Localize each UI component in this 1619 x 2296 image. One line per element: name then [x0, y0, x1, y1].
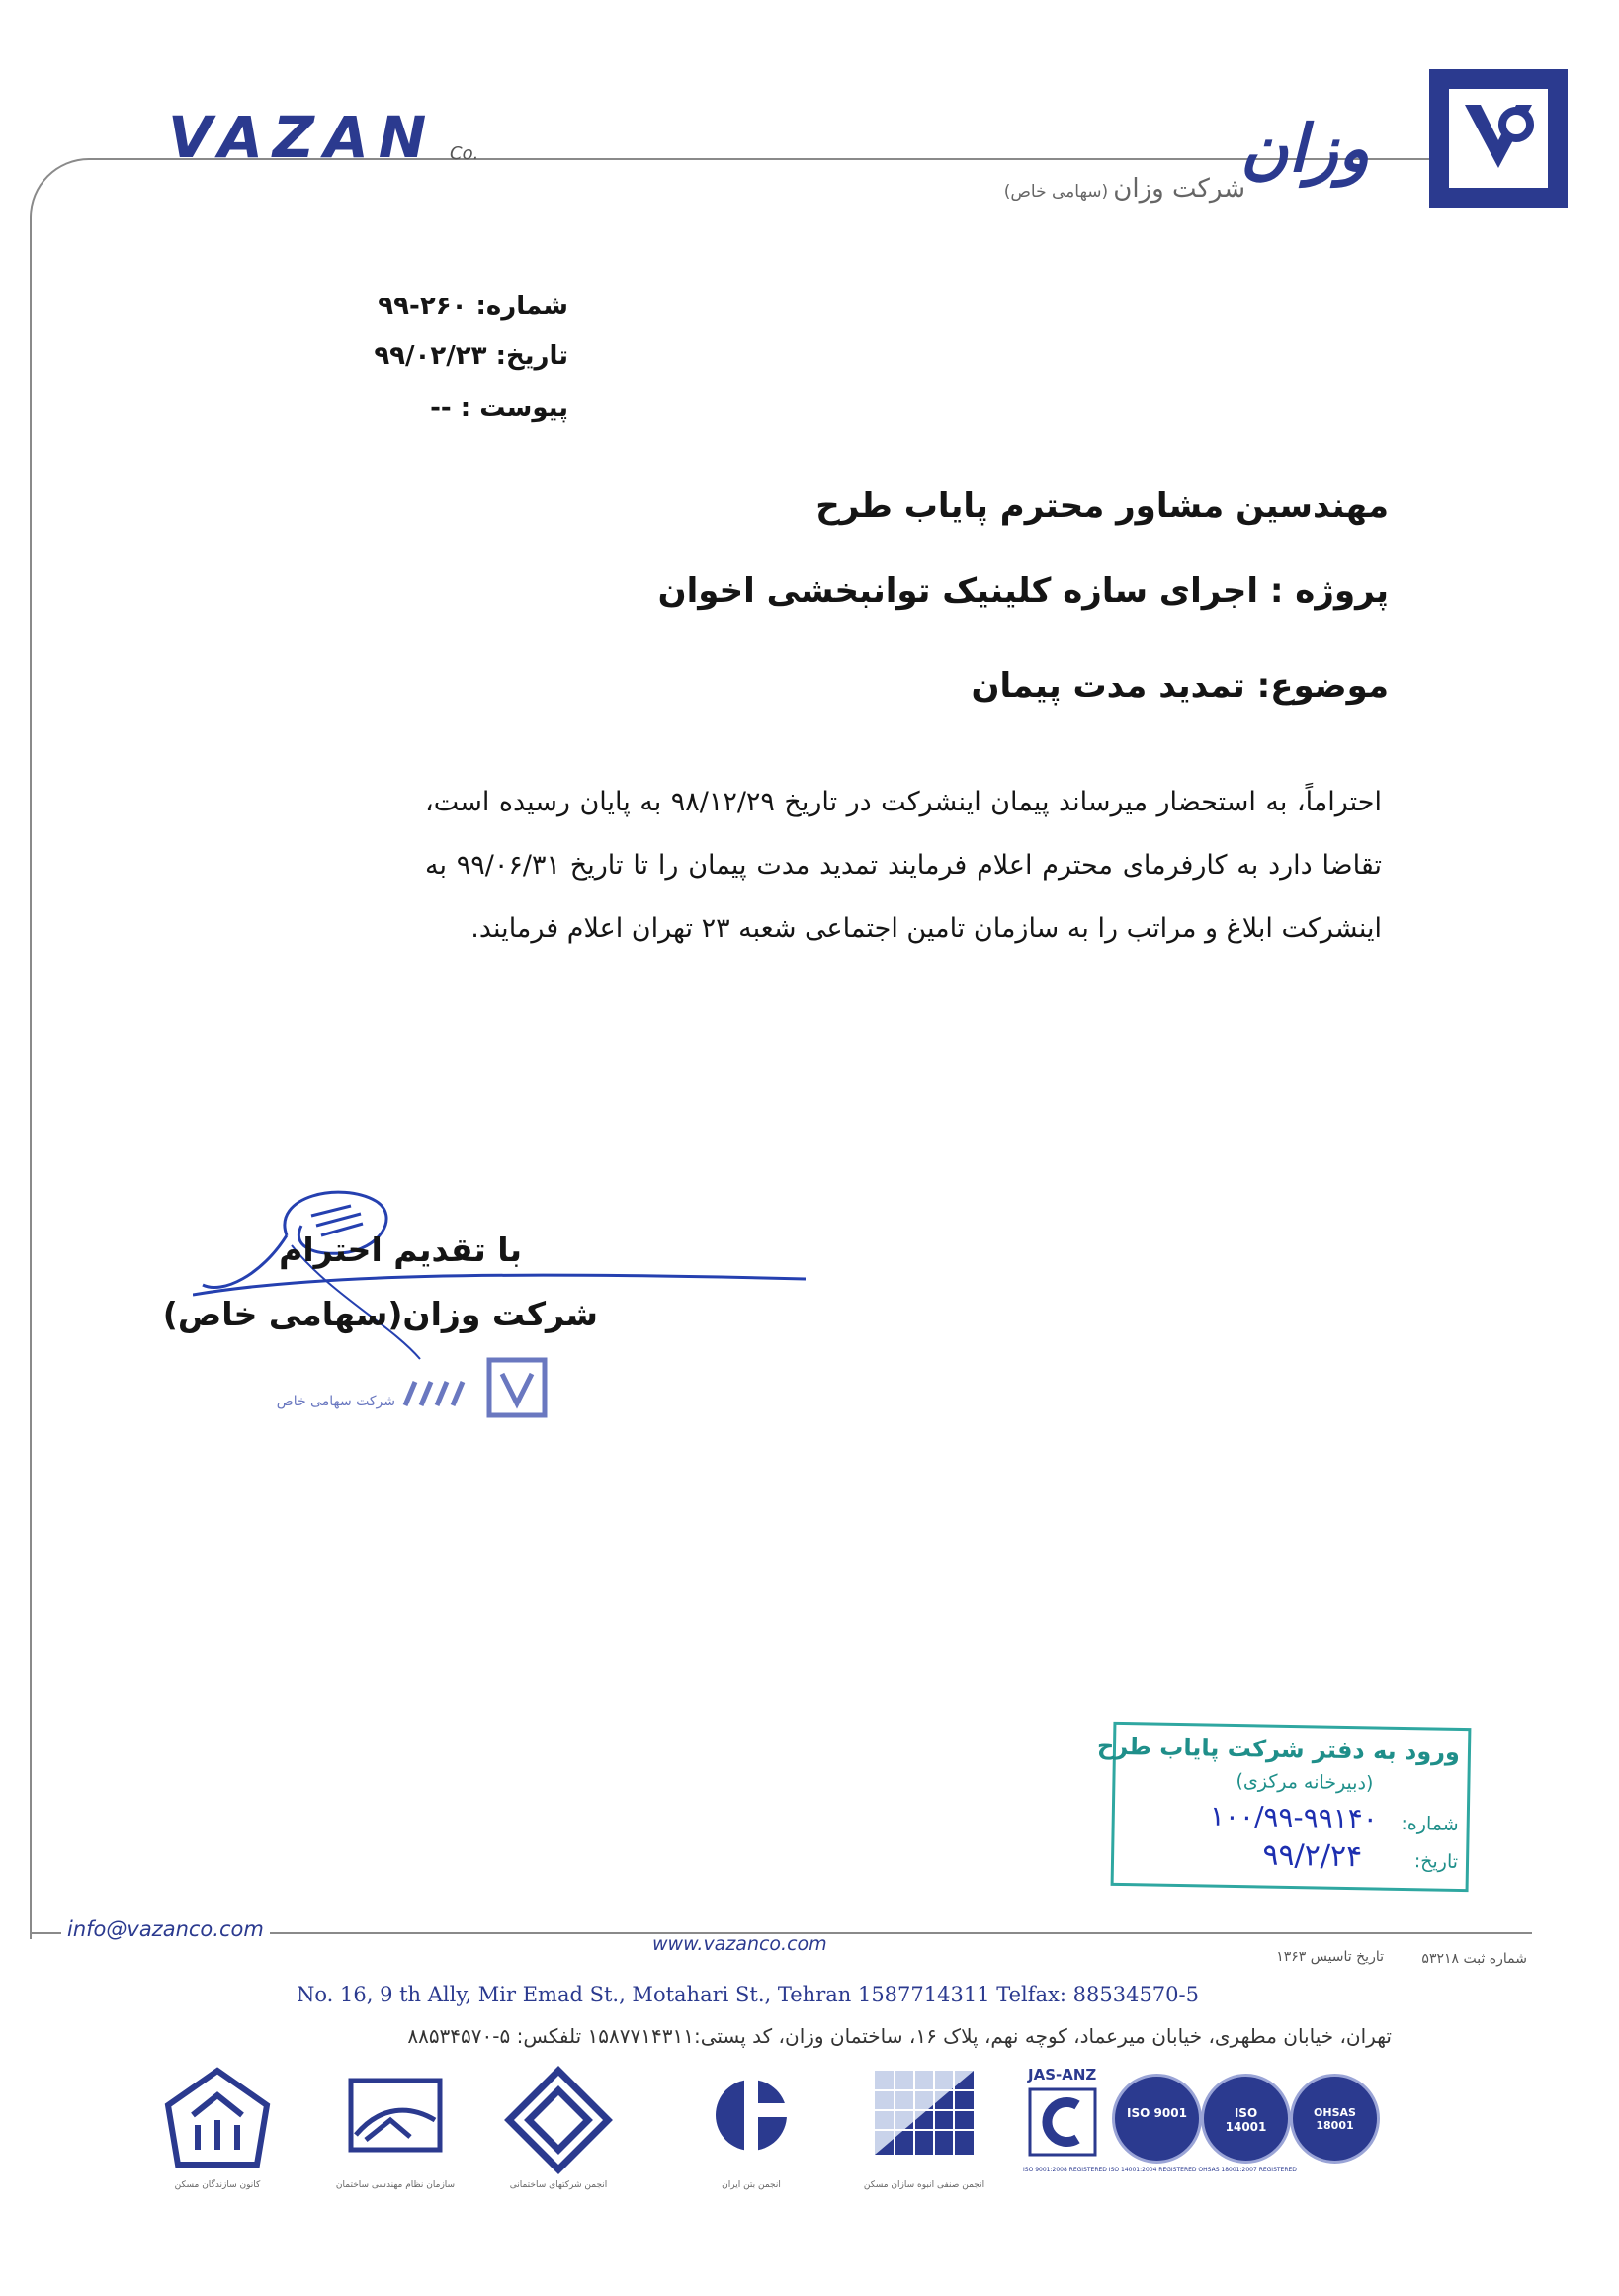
number-value: ۲۶۰-۹۹ [378, 292, 468, 321]
number-label: شماره: [475, 292, 568, 321]
stamp-number-value: ۱۰۰/۹۹-۹۹۱۴۰ [1209, 1799, 1379, 1835]
letter-body: احتراماً، به استحضار میرساند پیمان اینشرکت در تاریخ ۹۸/۱۲/۲۹ به پایان رسیده است، تقاضا دارد به کارفرمای محترم اعلام فرمایند تمدید مدت پیمان را تا تاریخ ۹۹/۰۶/۳۱ به اینشرکت ابلاغ و مراتب را به سازمان تامین اجتماعی شعبه ۲۳ تهران اعلام فرمایند. [425, 787, 1383, 944]
receipt-stamp [1096, 1722, 1472, 1892]
construction-companies-logo-icon [504, 2066, 613, 2174]
stamp-subtitle: (دبیرخانه مرکزی) [1236, 1770, 1374, 1795]
company-seal-icon [267, 1354, 554, 1423]
latin-logo-suffix: Co. [450, 143, 479, 164]
concrete-institute-logo-icon [697, 2066, 806, 2174]
persian-logo: وزان [1240, 111, 1370, 187]
latin-logo [168, 104, 436, 171]
ohsas-seal-icon [1290, 2074, 1380, 2164]
reference-attachment [395, 393, 568, 423]
stamp-number-label: شماره: [1401, 1812, 1459, 1835]
engineering-org-logo-icon [341, 2066, 450, 2174]
assoc-caption-5: کانون سازندگان مسکن [174, 2180, 261, 2190]
project-line: پروژه : اجرای سازه کلینیک توانبخشی اخوان [657, 571, 1389, 611]
housing-association-logo-icon [163, 2066, 272, 2174]
company-name-header [949, 174, 1245, 204]
footer-registration: شماره ثبت ۵۳۲۱۸ [1421, 1951, 1527, 1967]
company-type: (سهامی خاص) [1003, 182, 1109, 202]
assoc-caption-2: انجمن بتن ایران [722, 2180, 781, 2190]
signature-mark-icon [162, 1176, 806, 1374]
footer-founded: تاریخ تاسیس ۱۳۶۳ [1276, 1949, 1384, 1965]
certification-panel [1023, 2066, 1374, 2184]
stamp-title: ورود به دفتر شرکت پایاب طرح [1096, 1732, 1461, 1766]
ohsas-label: OHSAS 18001 [1314, 2106, 1356, 2132]
assoc-caption-3: انجمن شرکتهای ساختمانی [509, 2180, 608, 2190]
iso-9001-label: ISO 9001 [1127, 2106, 1187, 2120]
stamp-date-label: تاریخ: [1413, 1850, 1459, 1873]
latin-logo-text: VAZAN [168, 104, 437, 171]
footer-address-en: No. 16, 9 th Ally, Mir Emad St., Motahari St., Tehran 1587714311 Telfax: 88534570-5 [297, 1983, 1199, 2006]
footer-email[interactable]: info@vazanco.com [61, 1917, 270, 1941]
seal-caption: شرکت سهامی خاص [276, 1394, 395, 1409]
recipient-line: مهندسین مشاور محترم پایاب طرح [815, 486, 1389, 526]
signatory-line: شرکت وزان(سهامی خاص) [162, 1295, 598, 1333]
footer-address-fa: تهران، خیابان مطهری، خیابان میرعماد، کوچه نهم، پلاک ۱۶، ساختمان وزان، کد پستی:۱۵۸۷۷۱۴۳۱۱ تلفکس: ۵-۸۸۵۳۴۵۷۰ [407, 2024, 1392, 2048]
mass-builders-logo-icon [870, 2066, 979, 2174]
iso-9001-seal-icon [1112, 2074, 1202, 2164]
brand-emblem-icon [1425, 65, 1572, 212]
stamp-date-value: ۹۹/۲/۲۴ [1262, 1837, 1363, 1875]
letterhead-frame [30, 158, 1534, 1939]
iso-14001-seal-icon [1201, 2074, 1291, 2164]
reference-date [356, 341, 568, 371]
date-value: ۹۹/۰۲/۲۳ [374, 341, 487, 371]
assoc-caption-4: سازمان نظام مهندسی ساختمان [335, 2180, 456, 2190]
attachment-value: -- [430, 393, 452, 423]
jas-anz-label: JAS-ANZ [1028, 2066, 1097, 2083]
company-name: شرکت وزان [1113, 174, 1245, 204]
cert-ribbon: ISO 9001:2008 REGISTERED ISO 14001:2004 REGISTERED OHSAS 18001:2007 REGISTERED [1023, 2167, 1297, 2173]
iso-14001-label: ISO 14001 [1225, 2106, 1267, 2134]
attachment-label: پیوست : [460, 393, 568, 423]
jas-anz-logo-icon [1028, 2087, 1097, 2157]
reference-number [376, 292, 568, 321]
assoc-caption-1: انجمن صنفی انبوه سازان مسکن [863, 2180, 985, 2190]
closing-line: با تقدیم احترام [279, 1231, 522, 1269]
footer-website[interactable]: www.vazanco.com [652, 1933, 827, 1955]
date-label: تاریخ: [495, 341, 568, 371]
subject-line: موضوع: تمدید مدت پیمان [971, 666, 1389, 706]
